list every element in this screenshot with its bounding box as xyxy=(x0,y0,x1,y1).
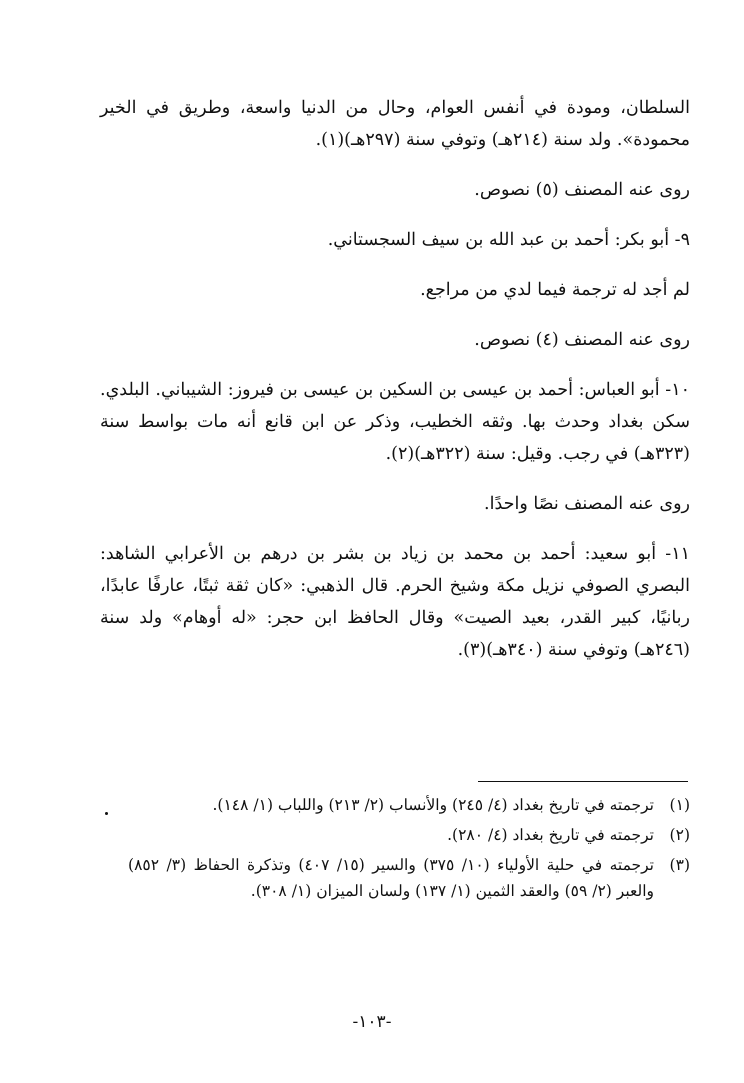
ink-speck xyxy=(105,812,108,815)
paragraph-narrations-one: روى عنه المصنف نصًا واحدًا. xyxy=(484,494,690,514)
footnote-number: (٣) xyxy=(669,856,690,874)
footnote-3 xyxy=(128,852,690,904)
footnote-text: ترجمته في تاريخ بغداد (٤/ ٢٨٠). xyxy=(447,826,654,844)
paragraph-narrations-4: روى عنه المصنف (٤) نصوص. xyxy=(474,330,690,350)
footnotes-section xyxy=(128,792,690,908)
paragraph-entry-9: ٩- أبو بكر: أحمد بن عبد الله بن سيف السجستاني. xyxy=(327,230,690,250)
footnote-divider xyxy=(478,781,688,782)
footnote-number: (٢) xyxy=(669,826,690,844)
paragraph-entry-11: ١١- أبو سعيد: أحمد بن محمد بن زياد بن بشر بن درهم بن الأعرابي الشاهد: البصري الصوفي نزيل مكة وشيخ الحرم. قال الذهبي: «كان ثقة ثبتًا، عارفًا عابدًا، ربانيًا، كبير القدر، بعيد الصيت» وقال الحافظ ابن حجر: «له أوهام» ولد سنة (٢٤٦هـ) وتوفي سنة (٣٤٠هـ)(٣). xyxy=(100,544,690,660)
footnote-text: ترجمته في تاريخ بغداد (٤/ ٢٤٥) والأنساب (٢/ ٢١٣) واللباب (١/ ١٤٨). xyxy=(212,796,654,814)
footnote-text: ترجمته في حلية الأولياء (١٠/ ٣٧٥) والسير (١٥/ ٤٠٧) وتذكرة الحفاظ (٣/ ٨٥٢) والعبر (٢/ ٥٩) والعقد الثمين (١/ ١٣٧) ولسان الميزان (١/ ٣٠٨). xyxy=(128,856,654,900)
footnote-number: (١) xyxy=(669,796,690,814)
footnote-2 xyxy=(128,822,690,848)
page-number: -١٠٣- xyxy=(352,1012,392,1032)
footnote-1 xyxy=(128,792,690,818)
paragraph-opening: السلطان، ومودة في أنفس العوام، وحال من الدنيا واسعة، وطريق في الخير محمودة». ولد سنة (٢١٤هـ) وتوفي سنة (٢٩٧هـ)(١). xyxy=(100,98,690,150)
paragraph-no-biography: لم أجد له ترجمة فيما لدي من مراجع. xyxy=(420,280,690,300)
paragraph-entry-10: ١٠- أبو العباس: أحمد بن عيسى بن السكين بن عيسى بن فيروز: الشيباني. البلدي. سكن بغداد وحدث بها. وثقه الخطيب، وذكر عن ابن قانع أنه مات بواسط سنة (٣٢٣هـ) في رجب. وقيل: سنة (٣٢٢هـ)(٢). xyxy=(100,380,690,464)
paragraph-narrations-5: روى عنه المصنف (٥) نصوص. xyxy=(474,180,690,200)
main-text-body xyxy=(100,92,690,666)
